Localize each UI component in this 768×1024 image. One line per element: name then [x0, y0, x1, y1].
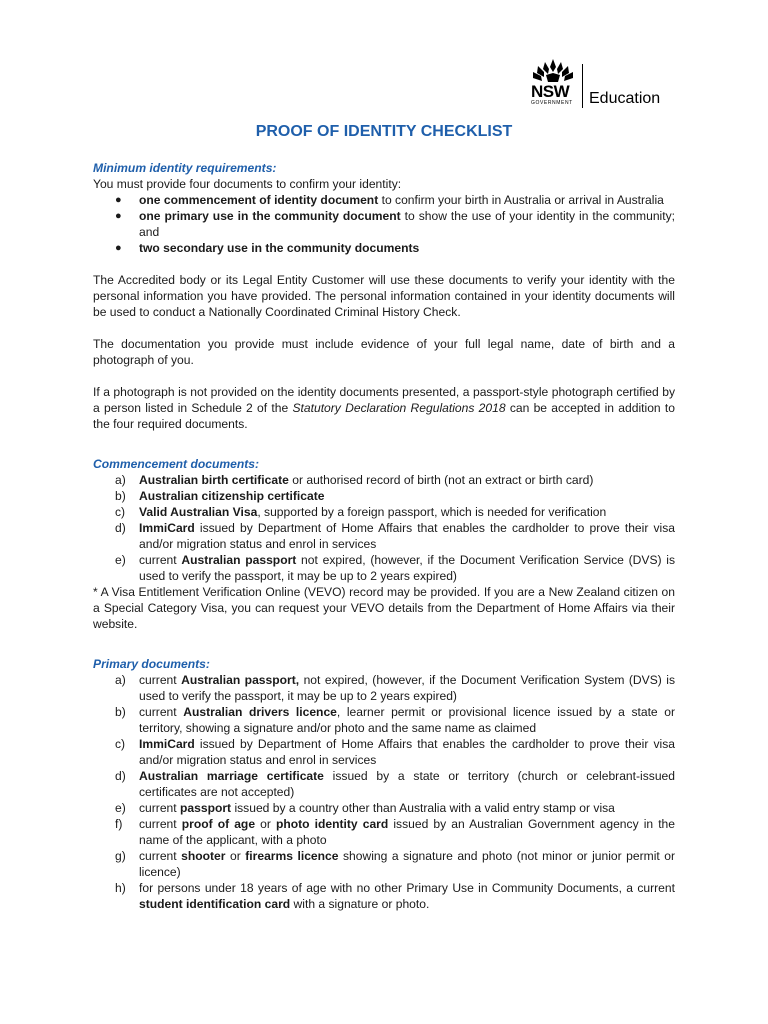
bullet-icon: ● — [115, 242, 122, 254]
minimum-requirements-heading: Minimum identity requirements: — [93, 161, 277, 175]
bullet-item: ● one commencement of identity document to confirm your birth in Australia or arrival in Australia — [115, 193, 664, 207]
bullet-item: ● two secondary use in the community documents — [115, 241, 420, 255]
paragraph-verification: The Accredited body or its Legal Entity Customer will use these documents to verify your identity with the personal information you have provided. The personal information contained in your identity documents will be used to conduct a Nationally Coordinated Criminal History Check. — [93, 273, 675, 319]
primary-heading: Primary documents: — [93, 657, 210, 671]
nsw-wordmark: NSW — [531, 82, 570, 101]
minimum-intro: You must provide four documents to confirm your identity: — [93, 177, 402, 191]
list-item: d) ImmiCard issued by Department of Home Affairs that enables the cardholder to prove their visa and/or migration status and enrol in services — [115, 521, 675, 551]
paragraph-photograph: If a photograph is not provided on the identity documents presented, a passport-style photograph certified by a person listed in Schedule 2 of the Statutory Declaration Regulations 2018 can be accepted in addition to the four required documents. — [93, 385, 675, 431]
primary-list — [93, 672, 675, 912]
list-item: c) ImmiCard issued by Department of Home Affairs that enables the cardholder to prove their visa and/or migration status and enrol in services — [115, 737, 675, 767]
bullet-item: ● one primary use in the community document to show the use of your identity in the community; and — [115, 209, 675, 239]
page-title: PROOF OF IDENTITY CHECKLIST — [255, 123, 513, 140]
waratah-icon — [530, 58, 576, 84]
bullet-icon: ● — [115, 194, 122, 206]
list-item: f) current proof of age or photo identity card issued by an Australian Government agency in the name of the applicant, with a photo — [115, 817, 676, 847]
paragraph-evidence: The documentation you provide must include evidence of your full legal name, date of birth and a photograph of you. — [93, 337, 675, 367]
commencement-heading: Commencement documents: — [93, 457, 259, 471]
education-wordmark: Education — [589, 90, 661, 107]
list-item: a) Australian birth certificate or authorised record of birth (not an extract or birth card) — [115, 473, 594, 487]
list-item: g) current shooter or firearms licence showing a signature and photo (not minor or junior permit or licence) — [115, 849, 675, 879]
list-item: e) current passport issued by a country other than Australia with a valid entry stamp or visa — [115, 801, 615, 815]
list-item: c) Valid Australian Visa, supported by a foreign passport, which is needed for verification — [115, 505, 607, 519]
logo-divider — [582, 64, 583, 108]
minimum-bullet-list — [93, 192, 675, 256]
government-wordmark: GOVERNMENT — [531, 100, 573, 106]
bullet-icon: ● — [115, 210, 122, 222]
list-item: b) Australian citizenship certificate — [115, 489, 325, 503]
document-body — [93, 122, 675, 912]
list-item: a) current Australian passport, not expired, (however, if the Document Verification System (DVS) is used to verify the passport, it may be up to 2 years expired) — [115, 673, 676, 703]
list-item: d) Australian marriage certificate issued by a state or territory (church or celebrant-issued certificates are not accepted) — [115, 769, 675, 799]
list-item: b) current Australian drivers licence, learner permit or provisional licence issued by a state or territory, showing a signature and/or photo and the same name as claimed — [115, 705, 675, 735]
list-item: h) for persons under 18 years of age with no other Primary Use in Community Documents, a current student identification card with a signature or photo. — [115, 881, 675, 911]
commencement-list — [93, 472, 675, 584]
nsw-education-logo — [528, 58, 678, 110]
list-item: e) current Australian passport not expired, (however, if the Document Verification Service (DVS) is used to verify the passport, it may be up to 2 years expired) — [115, 553, 675, 583]
vevo-note: * A Visa Entitlement Verification Online (VEVO) record may be provided. If you are a New Zealand citizen on a Special Category Visa, you can request your VEVO details from the Department of Home Affairs via their website. — [93, 585, 675, 631]
